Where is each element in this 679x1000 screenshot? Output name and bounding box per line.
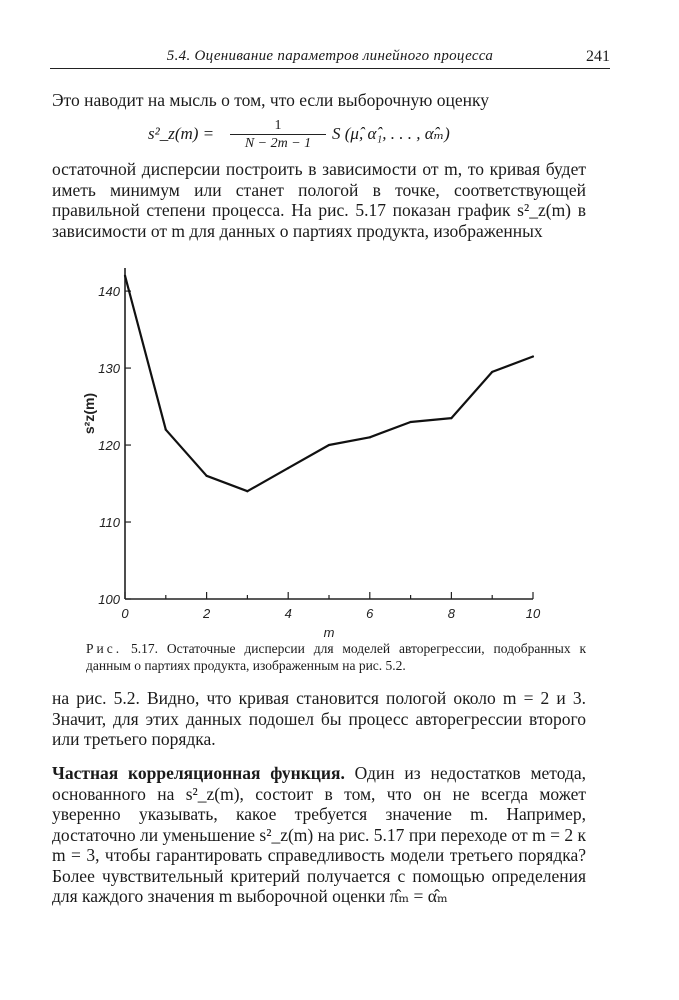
data-point	[287, 467, 289, 469]
running-title: 5.4. Оценивание параметров линейного процесса	[166, 48, 494, 64]
data-point	[410, 421, 412, 423]
figure-5-17	[70, 258, 570, 642]
data-point	[450, 417, 452, 419]
running-header	[50, 44, 610, 69]
paragraph-3-text: Один из недостатков метода, основанного на s²_z(m), состоит в том, что он не всегда может уверенно указывать, какое требуется значение m. Например, достаточно ли уменьшение s²_z(m) на рис. 5.17 при переходе от m = 2 к m = 3, чтобы гарантировать справедливость модели третьего порядка? Более чувствительный критерий получается с помощью определения для каждого значения m выборочной оценки π̂ₘ = α̂ₘ	[52, 763, 587, 906]
formula-lhs: s²_z(m) =	[148, 124, 215, 143]
data-point	[124, 275, 126, 277]
x-tick-label: 6	[366, 606, 374, 621]
y-tick-label: 140	[98, 284, 120, 300]
data-point	[206, 475, 208, 477]
residual-variance-formula	[148, 118, 488, 156]
y-tick-label: 100	[98, 592, 120, 607]
x-tick-label: 0	[121, 606, 129, 621]
x-tick-label: 2	[202, 606, 211, 621]
data-point	[165, 429, 167, 431]
y-tick-label: 110	[99, 515, 120, 531]
formula-denominator: N − 2m − 1	[244, 136, 312, 151]
caption-text: 5.17. Остаточные дисперсии для моделей авторегрессии, подобранных к данным о партиях продукта, изображенным на рис. 5.2.	[86, 641, 587, 673]
series-line	[125, 276, 533, 492]
section-heading: Частная корреляционная функция.	[52, 763, 345, 783]
formula-numerator: 1	[230, 118, 326, 135]
data-point	[491, 371, 493, 373]
data-point	[532, 355, 534, 357]
x-axis-label: m	[323, 625, 335, 640]
formula-rhs: S (μ̂, α̂₁, . . . , α̂ₘ)	[332, 124, 450, 143]
paragraph-2-text: на рис. 5.2. Видно, что кривая становится пологой около m = 2 и 3. Значит, для этих данных подошел бы процесс авторегрессии второго или третьего порядка.	[52, 688, 586, 749]
data-point	[328, 444, 330, 446]
residual-variance-chart	[70, 258, 570, 642]
y-tick-label: 120	[98, 438, 120, 454]
intro-line	[52, 90, 586, 111]
data-point	[246, 490, 248, 492]
paragraph-1-text: остаточной дисперсии построить в зависимости от m, то кривая будет иметь минимум или станет пологой в точке, соответствующей правильной степени процесса. На рис. 5.17 показан график s²_z(m) в зависимости от m для данных о партиях продукта, изображенных	[52, 159, 586, 241]
caption-label: Рис.	[86, 641, 123, 656]
paragraph-1	[52, 159, 586, 241]
x-tick-label: 10	[525, 606, 541, 621]
page-number: 241	[586, 48, 610, 65]
intro-text: Это наводит на мысль о том, что если выборочную оценку	[52, 90, 490, 110]
data-point	[369, 436, 371, 438]
x-tick-label: 4	[284, 606, 292, 621]
paragraph-2	[52, 688, 586, 750]
figure-caption	[86, 640, 586, 674]
x-tick-label: 8	[447, 606, 456, 621]
paragraph-3	[52, 763, 586, 907]
y-tick-label: 130	[98, 361, 120, 377]
formula-fraction	[230, 118, 326, 152]
y-axis-label: s²z(m)	[81, 392, 97, 435]
